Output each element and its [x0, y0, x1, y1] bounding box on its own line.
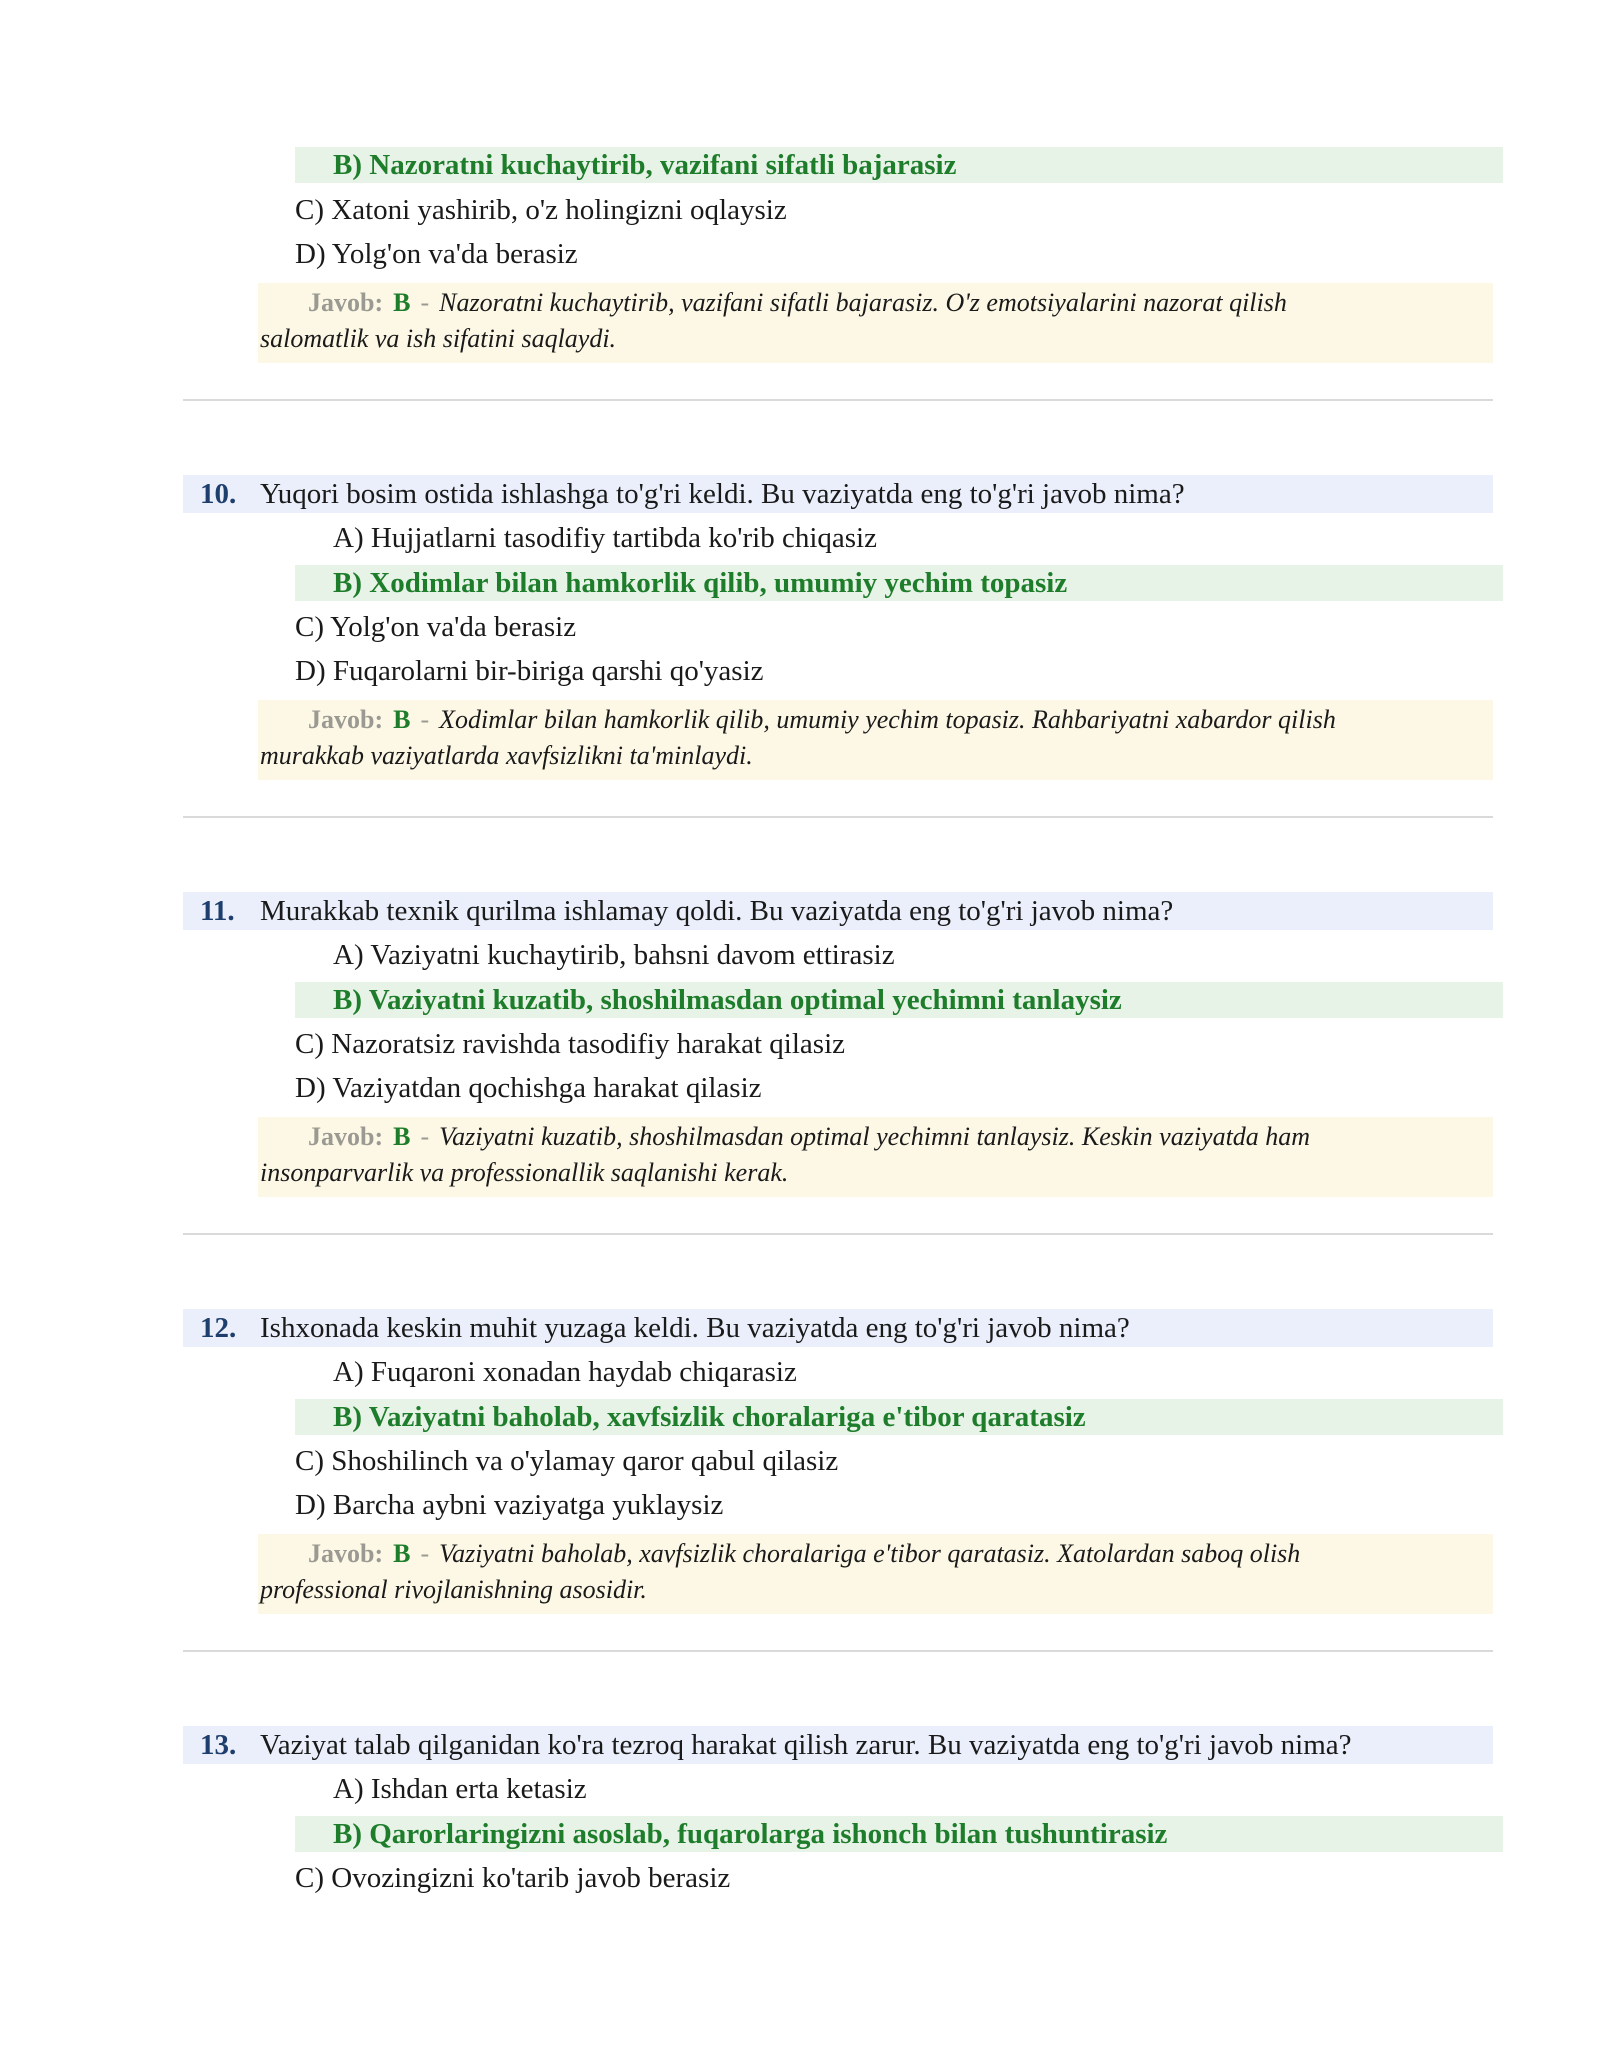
answer-explanation: Xodimlar bilan hamkorlik qilib, umumiy yechim topasiz. Rahbariyatni xabardor qilish [439, 705, 1336, 734]
option-d: D) Barcha aybni vaziyatga yuklaysiz [295, 1489, 724, 1521]
answer-explanation: Vaziyatni kuzatib, shoshilmasdan optimal yechimni tanlaysiz. Keskin vaziyatda ham [439, 1122, 1311, 1151]
answer-box [258, 283, 1493, 363]
option-c: C) Yolg'on va'da berasiz [295, 611, 577, 643]
option-c: C) Ovozingizni ko'tarib javob berasiz [295, 1862, 731, 1894]
answer-explanation-cont: murakkab vaziyatlarda xavfsizlikni ta'minlaydi. [260, 741, 753, 770]
option-b-correct: B) Nazoratni kuchaytirib, vazifani sifatli bajarasiz [295, 147, 1503, 183]
option-c: C) Nazoratsiz ravishda tasodifiy harakat qilasiz [295, 1028, 845, 1060]
question-row [183, 1309, 1493, 1347]
question-text: Ishxonada keskin muhit yuzaga keldi. Bu vaziyatda eng to'g'ri javob nima? [260, 1312, 1130, 1344]
question-text: Vaziyat talab qilganidan ko'ra tezroq harakat qilish zarur. Bu vaziyatda eng to'g'ri javob nima? [260, 1729, 1352, 1761]
divider [183, 399, 1493, 401]
answer-explanation-cont: professional rivojlanishning asosidir. [260, 1575, 647, 1604]
answer-label: Javob: [308, 288, 384, 317]
question-number: 11. [200, 895, 235, 927]
option-a: A) Hujjatlarni tasodifiy tartibda ko'rib chiqasiz [333, 522, 877, 554]
option-b-correct: B) Vaziyatni kuzatib, shoshilmasdan optimal yechimni tanlaysiz [295, 982, 1503, 1018]
question-text: Murakkab texnik qurilma ishlamay qoldi. Bu vaziyatda eng to'g'ri javob nima? [260, 895, 1174, 927]
answer-explanation-cont: salomatlik va ish sifatini saqlaydi. [260, 324, 617, 353]
answer-dash: - [420, 1122, 430, 1151]
answer-explanation-cont: insonparvarlik va professionallik saqlanishi kerak. [260, 1158, 789, 1187]
option-a: A) Fuqaroni xonadan haydab chiqarasiz [333, 1356, 797, 1388]
answer-label: Javob: [308, 1539, 384, 1568]
answer-label: Javob: [308, 705, 384, 734]
answer-letter: B [393, 288, 411, 317]
option-b-correct: B) Xodimlar bilan hamkorlik qilib, umumiy yechim topasiz [295, 565, 1503, 601]
answer-letter: B [393, 1539, 411, 1568]
answer-explanation: Vaziyatni baholab, xavfsizlik choralariga e'tibor qaratasiz. Xatolardan saboq olish [439, 1539, 1301, 1568]
question-row [183, 892, 1493, 930]
answer-box [258, 1117, 1493, 1197]
divider [183, 1233, 1493, 1235]
question-number: 12. [200, 1312, 237, 1344]
option-c: C) Xatoni yashirib, o'z holingizni oqlaysiz [295, 194, 787, 226]
question-number: 13. [200, 1729, 237, 1761]
answer-label: Javob: [308, 1122, 384, 1151]
question-row [183, 475, 1493, 513]
option-a: A) Vaziyatni kuchaytirib, bahsni davom ettirasiz [333, 939, 895, 971]
option-d: D) Fuqarolarni bir-biriga qarshi qo'yasiz [295, 655, 764, 687]
divider [183, 1650, 1493, 1652]
answer-box [258, 700, 1493, 780]
question-row [183, 1726, 1493, 1764]
answer-box [258, 1534, 1493, 1614]
answer-letter: B [393, 1122, 411, 1151]
option-d: D) Vaziyatdan qochishga harakat qilasiz [295, 1072, 762, 1104]
answer-dash: - [420, 1539, 430, 1568]
answer-letter: B [393, 705, 411, 734]
answer-dash: - [420, 705, 430, 734]
answer-dash: - [420, 288, 430, 317]
question-text: Yuqori bosim ostida ishlashga to'g'ri keldi. Bu vaziyatda eng to'g'ri javob nima? [260, 478, 1185, 510]
question-number: 10. [200, 478, 237, 510]
option-b-correct: B) Vaziyatni baholab, xavfsizlik choralariga e'tibor qaratasiz [295, 1399, 1503, 1435]
divider [183, 816, 1493, 818]
option-a: A) Ishdan erta ketasiz [333, 1773, 587, 1805]
answer-explanation: Nazoratni kuchaytirib, vazifani sifatli bajarasiz. O'z emotsiyalarini nazorat qilish [439, 288, 1287, 317]
option-d: D) Yolg'on va'da berasiz [295, 238, 578, 270]
option-c: C) Shoshilinch va o'ylamay qaror qabul qilasiz [295, 1445, 839, 1477]
option-b-correct: B) Qarorlaringizni asoslab, fuqarolarga ishonch bilan tushuntirasiz [295, 1816, 1503, 1852]
